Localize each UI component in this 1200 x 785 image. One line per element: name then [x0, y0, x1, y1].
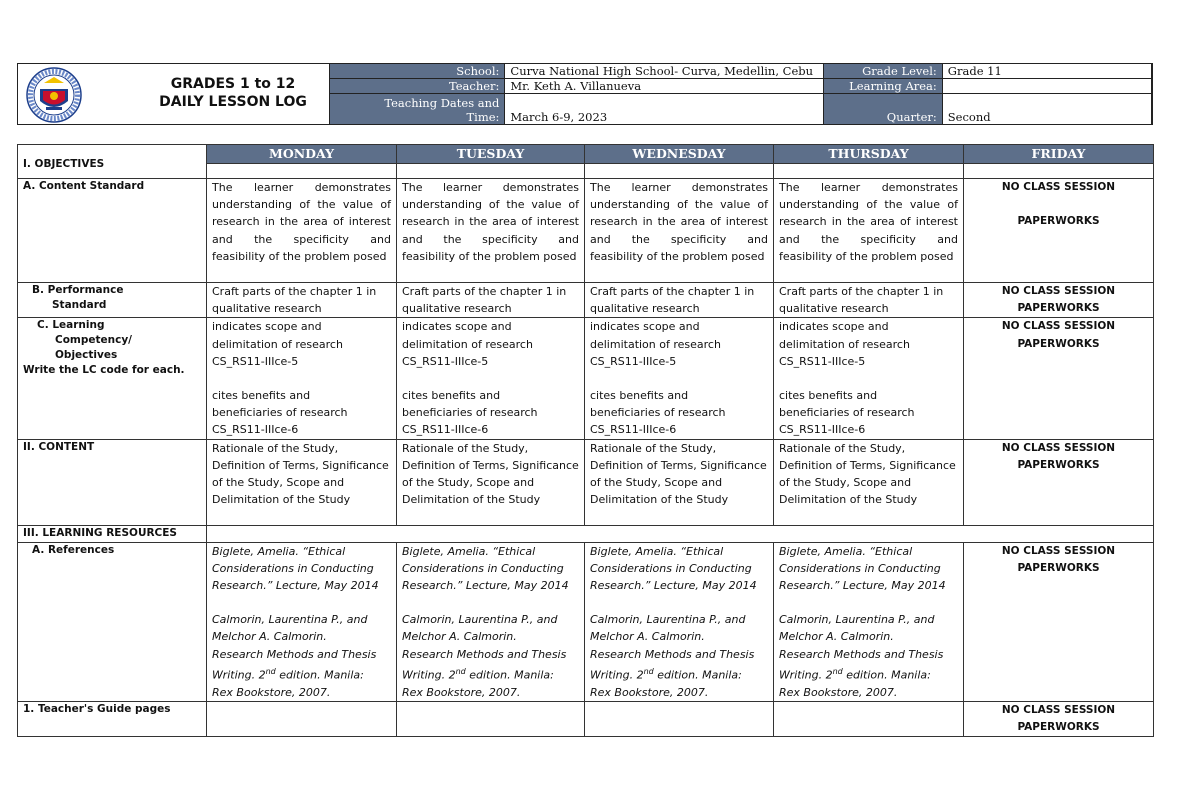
- competency-friday: [964, 318, 1154, 439]
- references-tuesday: [397, 542, 585, 701]
- competency-thursday: [774, 318, 964, 439]
- friday-no-class: NO CLASS SESSION: [1001, 320, 1116, 333]
- ref-text: Writing. 2: [402, 668, 456, 682]
- ref-sup: nd: [455, 666, 466, 676]
- ref-line: Rex Bookstore, 2007.: [212, 685, 331, 699]
- day-header-tuesday: TUESDAY: [397, 145, 585, 164]
- teachers-guide-friday: [964, 701, 1154, 736]
- comp-line: cites benefits and: [779, 389, 878, 403]
- teaching-dates-label-2: Time:: [466, 110, 500, 124]
- ref-line: Considerations in Conducting: [590, 561, 752, 575]
- comp-line: beneficiaries of research: [212, 406, 348, 420]
- ref-line: Research.” Lecture, May 2014: [212, 579, 379, 593]
- comp-label-3: Objectives: [55, 349, 118, 362]
- teachers-guide-label: 1. Teacher's Guide pages: [18, 701, 207, 736]
- friday-no-class: NO CLASS SESSION: [1001, 544, 1116, 557]
- teacher-label: Teacher:: [330, 79, 505, 94]
- competency-monday: [207, 318, 397, 439]
- references-wednesday: [585, 542, 774, 701]
- header-info-table: [329, 63, 1152, 125]
- lesson-log-table: [17, 144, 1154, 737]
- title-line-2: DAILY LESSON LOG: [159, 94, 307, 110]
- content-monday: Rationale of the Study, Definition of Terms, Significance of the Study, Scope and Delimitation of the Study: [207, 439, 397, 525]
- competency-wednesday: [585, 318, 774, 439]
- references-label: A. References: [18, 542, 207, 701]
- comp-line: beneficiaries of research: [402, 406, 538, 420]
- content-standard-tuesday: The learner demonstrates understanding of the value of research in the area of interest and the specificity and feasibility of the problem posed: [397, 179, 585, 283]
- day-header-friday: FRIDAY: [964, 145, 1154, 164]
- friday-paperworks: PAPERWORKS: [1017, 721, 1100, 734]
- ref-text: edition. Manila:: [842, 668, 931, 682]
- ref-line: [212, 663, 391, 684]
- performance-standard-wednesday: Craft parts of the chapter 1 in qualitative research: [585, 283, 774, 318]
- friday-no-class: NO CLASS SESSION: [1001, 285, 1116, 297]
- quarter-label: Quarter:: [824, 94, 943, 125]
- comp-line: indicates scope and: [402, 320, 512, 334]
- ref-text: Writing. 2: [779, 668, 833, 682]
- grade-level-label: Grade Level:: [824, 64, 943, 79]
- school-value: Curva National High School- Curva, Medellin, Cebu: [505, 64, 824, 79]
- grade-level-value: Grade 11: [942, 64, 1151, 79]
- learning-area-value: [942, 79, 1151, 94]
- ref-line: Research Methods and Thesis: [402, 647, 567, 661]
- day-header-thursday: THURSDAY: [774, 145, 964, 164]
- teaching-dates-value: March 6-9, 2023: [505, 94, 824, 125]
- teachers-guide-monday: [207, 701, 397, 736]
- content-tuesday: Rationale of the Study, Definition of Terms, Significance of the Study, Scope and Delimitation of the Study: [397, 439, 585, 525]
- friday-paperworks: PAPERWORKS: [1017, 215, 1100, 228]
- performance-label-2: Standard: [52, 299, 107, 311]
- content-standard-thursday: The learner demonstrates understanding of the value of research in the area of interest and the specificity and feasibility of the problem posed: [774, 179, 964, 283]
- comp-code: CS_RS11-IIIce-5: [590, 354, 677, 368]
- comp-label-2: Competency/: [55, 334, 133, 347]
- ref-text: edition. Manila:: [653, 668, 742, 682]
- ref-line: Calmorin, Laurentina P., and: [590, 613, 746, 627]
- comp-label-4: Write the LC code for each.: [23, 364, 185, 377]
- comp-line: beneficiaries of research: [779, 406, 915, 420]
- teachers-guide-thursday: [774, 701, 964, 736]
- content-friday: [964, 439, 1154, 525]
- ref-line: Rex Bookstore, 2007.: [402, 685, 521, 699]
- deped-seal-icon: [26, 67, 82, 123]
- comp-line: indicates scope and: [212, 320, 322, 334]
- content-label: II. CONTENT: [18, 439, 207, 525]
- day-header-wednesday: WEDNESDAY: [585, 145, 774, 164]
- performance-standard-tuesday: Craft parts of the chapter 1 in qualitative research: [397, 283, 585, 318]
- teachers-guide-wednesday: [585, 701, 774, 736]
- comp-code: CS_RS11-IIIce-5: [402, 354, 489, 368]
- comp-line: cites benefits and: [212, 389, 311, 403]
- comp-code: CS_RS11-IIIce-6: [779, 423, 866, 437]
- comp-line: indicates scope and: [779, 320, 889, 334]
- content-standard-friday: [964, 179, 1154, 283]
- performance-standard-label: [18, 283, 207, 318]
- comp-code: CS_RS11-IIIce-6: [590, 423, 677, 437]
- ref-line: [402, 663, 579, 684]
- comp-line: indicates scope and: [590, 320, 700, 334]
- comp-code: CS_RS11-IIIce-6: [212, 423, 299, 437]
- ref-sup: nd: [265, 666, 276, 676]
- comp-line: cites benefits and: [590, 389, 689, 403]
- teachers-guide-tuesday: [397, 701, 585, 736]
- performance-standard-monday: Craft parts of the chapter 1 in qualitative research: [207, 283, 397, 318]
- friday-no-class: NO CLASS SESSION: [1001, 441, 1116, 454]
- friday-no-class: NO CLASS SESSION: [1001, 181, 1116, 193]
- day-subheader-cell: [585, 164, 774, 179]
- ref-line: Research Methods and Thesis: [212, 647, 377, 661]
- comp-code: CS_RS11-IIIce-5: [779, 354, 866, 368]
- ref-line: Biglete, Amelia. “Ethical: [779, 544, 913, 558]
- performance-standard-friday: [964, 283, 1154, 318]
- ref-line: Research.” Lecture, May 2014: [779, 579, 946, 593]
- competency-tuesday: [397, 318, 585, 439]
- ref-line: [779, 663, 958, 684]
- ref-line: Biglete, Amelia. “Ethical: [402, 544, 536, 558]
- school-label: School:: [330, 64, 505, 79]
- ref-sup: nd: [832, 666, 843, 676]
- ref-line: [590, 663, 768, 684]
- comp-line: delimitation of research: [779, 337, 910, 351]
- comp-line: delimitation of research: [212, 337, 343, 351]
- ref-line: Calmorin, Laurentina P., and: [212, 613, 368, 627]
- day-header-monday: MONDAY: [207, 145, 397, 164]
- comp-code: CS_RS11-IIIce-6: [402, 423, 489, 437]
- content-standard-label: A. Content Standard: [18, 179, 207, 283]
- comp-line: beneficiaries of research: [590, 406, 726, 420]
- ref-line: Considerations in Conducting: [212, 561, 374, 575]
- references-friday: [964, 542, 1154, 701]
- comp-line: cites benefits and: [402, 389, 501, 403]
- title-line-1: GRADES 1 to 12: [170, 76, 296, 92]
- ref-line: Calmorin, Laurentina P., and: [402, 613, 558, 627]
- learning-area-label: Learning Area:: [824, 79, 943, 94]
- content-thursday: Rationale of the Study, Definition of Terms, Significance of the Study, Scope and Delimitation of the Study: [774, 439, 964, 525]
- ref-line: Melchor A. Calmorin.: [212, 630, 327, 644]
- day-subheader-cell: [207, 164, 397, 179]
- teaching-dates-label: [330, 94, 505, 125]
- friday-no-class: NO CLASS SESSION: [1001, 703, 1116, 716]
- learning-competency-label: [18, 318, 207, 439]
- ref-line: Biglete, Amelia. “Ethical: [212, 544, 346, 558]
- ref-text: edition. Manila:: [275, 668, 364, 682]
- friday-paperworks: PAPERWORKS: [1017, 458, 1100, 471]
- ref-text: edition. Manila:: [465, 668, 554, 682]
- ref-line: Melchor A. Calmorin.: [779, 630, 894, 644]
- content-wednesday: Rationale of the Study, Definition of Terms, Significance of the Study, Scope and Delimitation of the Study: [585, 439, 774, 525]
- day-subheader-cell: [964, 164, 1154, 179]
- friday-paperworks: PAPERWORKS: [1017, 337, 1100, 350]
- learning-resources-row: [207, 525, 1154, 542]
- ref-text: Writing. 2: [212, 668, 266, 682]
- ref-line: Melchor A. Calmorin.: [590, 630, 705, 644]
- comp-label-1: C. Learning: [37, 319, 105, 332]
- ref-line: Research.” Lecture, May 2014: [402, 579, 569, 593]
- objectives-label: I. OBJECTIVES: [18, 145, 207, 179]
- document-title: [138, 75, 328, 111]
- ref-line: Considerations in Conducting: [779, 561, 941, 575]
- content-standard-wednesday: The learner demonstrates understanding of the value of research in the area of interest and the specificity and feasibility of the problem posed: [585, 179, 774, 283]
- performance-label-1: B. Performance: [32, 284, 124, 296]
- ref-line: Research.” Lecture, May 2014: [590, 579, 757, 593]
- references-thursday: [774, 542, 964, 701]
- ref-line: Biglete, Amelia. “Ethical: [590, 544, 724, 558]
- friday-paperworks: PAPERWORKS: [1017, 302, 1100, 315]
- day-subheader-cell: [397, 164, 585, 179]
- quarter-value: Second: [942, 94, 1151, 125]
- references-monday: [207, 542, 397, 701]
- ref-line: Calmorin, Laurentina P., and: [779, 613, 935, 627]
- ref-line: Melchor A. Calmorin.: [402, 630, 517, 644]
- teaching-dates-label-1: Teaching Dates and: [384, 96, 500, 110]
- ref-line: Research Methods and Thesis: [590, 647, 755, 661]
- comp-line: delimitation of research: [402, 337, 533, 351]
- comp-line: delimitation of research: [590, 337, 721, 351]
- ref-line: Research Methods and Thesis: [779, 647, 944, 661]
- log-header: [17, 63, 1153, 125]
- performance-standard-thursday: Craft parts of the chapter 1 in qualitative research: [774, 283, 964, 318]
- learning-resources-label: III. LEARNING RESOURCES: [18, 525, 207, 542]
- comp-code: CS_RS11-IIIce-5: [212, 354, 299, 368]
- ref-sup: nd: [643, 666, 654, 676]
- ref-line: Considerations in Conducting: [402, 561, 564, 575]
- ref-line: Rex Bookstore, 2007.: [779, 685, 898, 699]
- friday-paperworks: PAPERWORKS: [1017, 561, 1100, 574]
- ref-text: Writing. 2: [590, 668, 644, 682]
- day-subheader-cell: [774, 164, 964, 179]
- ref-line: Rex Bookstore, 2007.: [590, 685, 709, 699]
- content-standard-monday: The learner demonstrates understanding of the value of research in the area of interest and the specificity and feasibility of the problem posed: [207, 179, 397, 283]
- teacher-value: Mr. Keth A. Villanueva: [505, 79, 824, 94]
